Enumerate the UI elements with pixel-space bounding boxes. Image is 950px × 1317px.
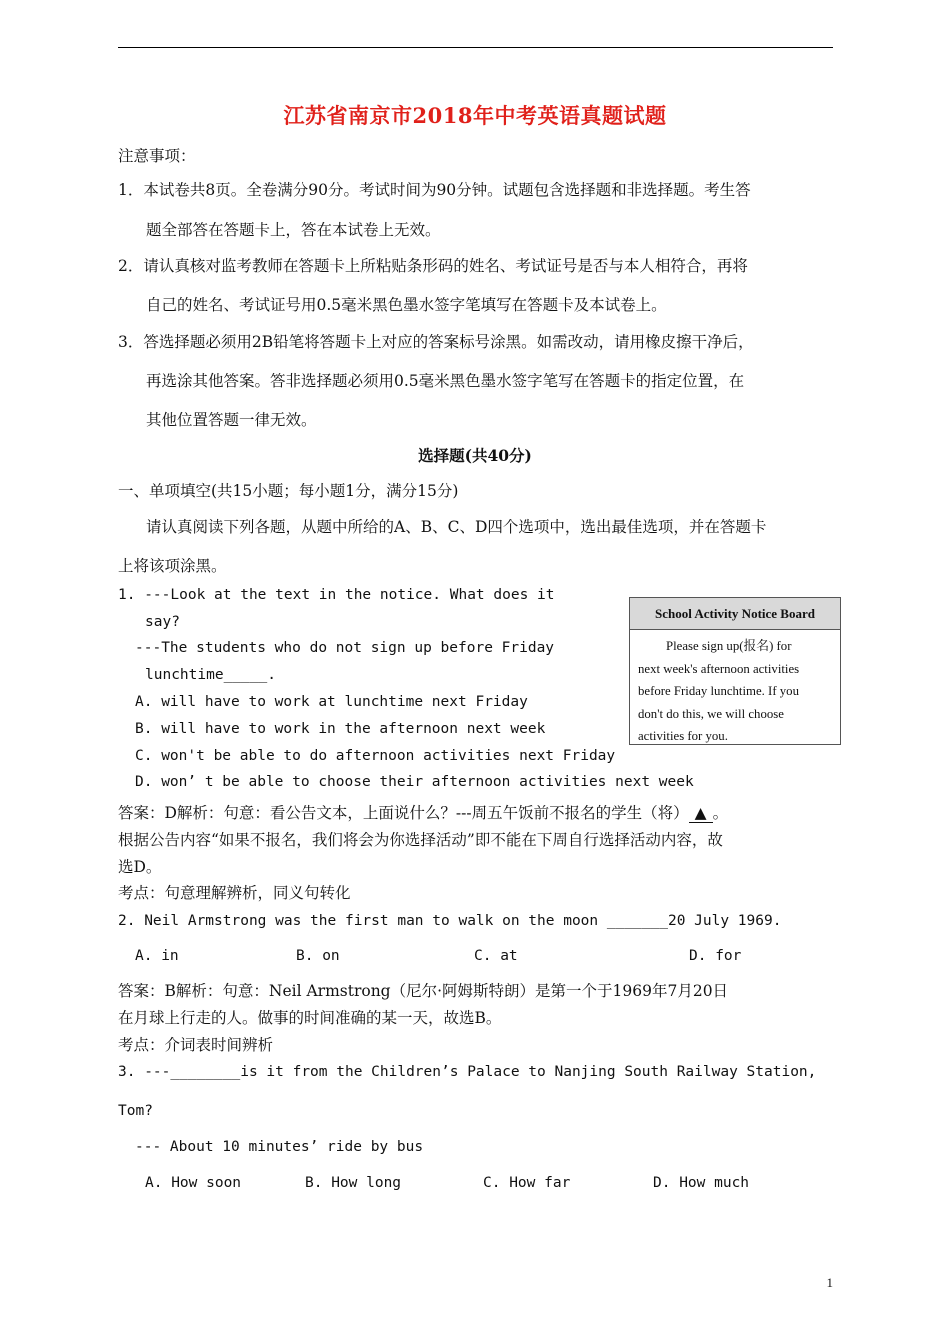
q3-option-c: C. How far — [483, 1175, 571, 1191]
q1-option-c: C. won't be able to do afternoon activities next Friday — [135, 748, 616, 764]
part-heading: 一、单项填空(共15小题；每小题1分，满分15分) — [118, 482, 459, 500]
page-number: 1 — [826, 1275, 833, 1290]
notice-line-4: don't do this, we will choose — [638, 706, 784, 721]
q2-option-c: C. at — [474, 948, 518, 964]
q2-answer-line-2: 在月球上行走的人。做事的时间准确的某一天，故选B。 — [118, 1009, 502, 1027]
note-1-line-2: 题全部答在答题卡上，答在本试卷上无效。 — [146, 221, 441, 239]
q2-point: 考点：介词表时间辨析 — [118, 1036, 274, 1054]
q3-option-b: B. How long — [305, 1175, 402, 1191]
notice-line-1: Please sign up(报名) for — [666, 639, 792, 653]
q3-option-d: D. How much — [653, 1175, 750, 1191]
note-3-line-1: 3．答选择题必须用2B铅笔将答题卡上对应的答案标号涂黑。如需改动，请用橡皮擦干净后， — [118, 333, 754, 351]
notice-line-5: activities for you. — [638, 729, 728, 743]
section-heading: 选择题(共40分) — [418, 446, 532, 465]
q1-option-b: B. will have to work in the afternoon next week — [135, 721, 546, 737]
q1-line-2: say? — [145, 614, 180, 630]
q1-option-a: A. will have to work at lunchtime next Friday — [135, 694, 528, 710]
instruction-line-1: 请认真阅读下列各题，从题中所给的A、B、C、D四个选项中，选出最佳选项，并在答题卡 — [146, 518, 767, 536]
instruction-line-2: 上将该项涂黑。 — [118, 557, 227, 575]
q3-line-3: --- About 10 minutes’ ride by bus — [135, 1139, 424, 1155]
notice-board — [629, 597, 841, 745]
note-1-line-1: 1．本试卷共8页。全卷满分90分。考试时间为90分钟。试题包含选择题和非选择题。考生答 — [118, 181, 751, 199]
notice-line-3: before Friday lunchtime. If you — [638, 684, 799, 698]
q3-option-a: A. How soon — [145, 1175, 242, 1191]
q1-answer-end: 。 — [712, 804, 729, 822]
q3-line-2: Tom? — [118, 1103, 153, 1119]
q2-stem: 2. Neil Armstrong was the first man to walk on the moon _______20 July 1969. — [118, 913, 782, 929]
note-2-line-1: 2．请认真核对监考教师在答题卡上所粘贴条形码的姓名、考试证号是否与本人相符合，再将 — [118, 257, 748, 275]
top-rule — [118, 47, 833, 48]
q1-line-1: 1. ---Look at the text in the notice. What does it — [118, 587, 555, 603]
q2-option-b: B. on — [296, 948, 340, 964]
note-3-line-2: 再选涂其他答案。答非选择题必须用0.5毫米黑色墨水签字笔写在答题卡的指定位置，在 — [146, 372, 745, 390]
notice-body — [630, 630, 840, 748]
q1-answer-line-1 — [118, 801, 728, 823]
notice-line-2: next week's afternoon activities — [638, 661, 800, 676]
q2-answer-line-1: 答案：B解析：句意：Neil Armstrong（尼尔·阿姆斯特朗）是第一个于1969年7月20日 — [118, 982, 729, 1000]
q1-answer-line-3: 选D。 — [118, 858, 162, 876]
q1-answer-text: 答案：D解析：句意：看公告文本，上面说什么？---周五午饭前不报名的学生（将） — [118, 804, 689, 822]
q1-line-3: ---The students who do not sign up before Friday — [135, 640, 555, 656]
page-title: 江苏省南京市2018年中考英语真题试题 — [283, 103, 667, 128]
q3-line-1: 3. ---________is it from the Children’s Palace to Nanjing South Railway Station, — [118, 1064, 817, 1080]
notes-heading: 注意事项： — [118, 147, 196, 165]
q2-option-a: A. in — [135, 948, 179, 964]
q1-option-d: D. won’ t be able to choose their afternoon activities next week — [135, 774, 694, 790]
note-2-line-2: 自己的姓名、考试证号用0.5毫米黑色墨水签字笔填写在答题卡及本试卷上。 — [146, 296, 667, 314]
q2-option-d: D. for — [689, 948, 742, 964]
q1-line-4: lunchtime_____. — [145, 667, 276, 683]
blank-marker: ▲ — [689, 804, 713, 823]
note-3-line-3: 其他位置答题一律无效。 — [146, 411, 317, 429]
notice-header: School Activity Notice Board — [630, 598, 840, 630]
q1-point: 考点：句意理解辨析，同义句转化 — [118, 884, 351, 902]
q1-answer-line-2: 根据公告内容“如果不报名，我们将会为你选择活动”即不能在下周自行选择活动内容，故 — [118, 831, 723, 849]
